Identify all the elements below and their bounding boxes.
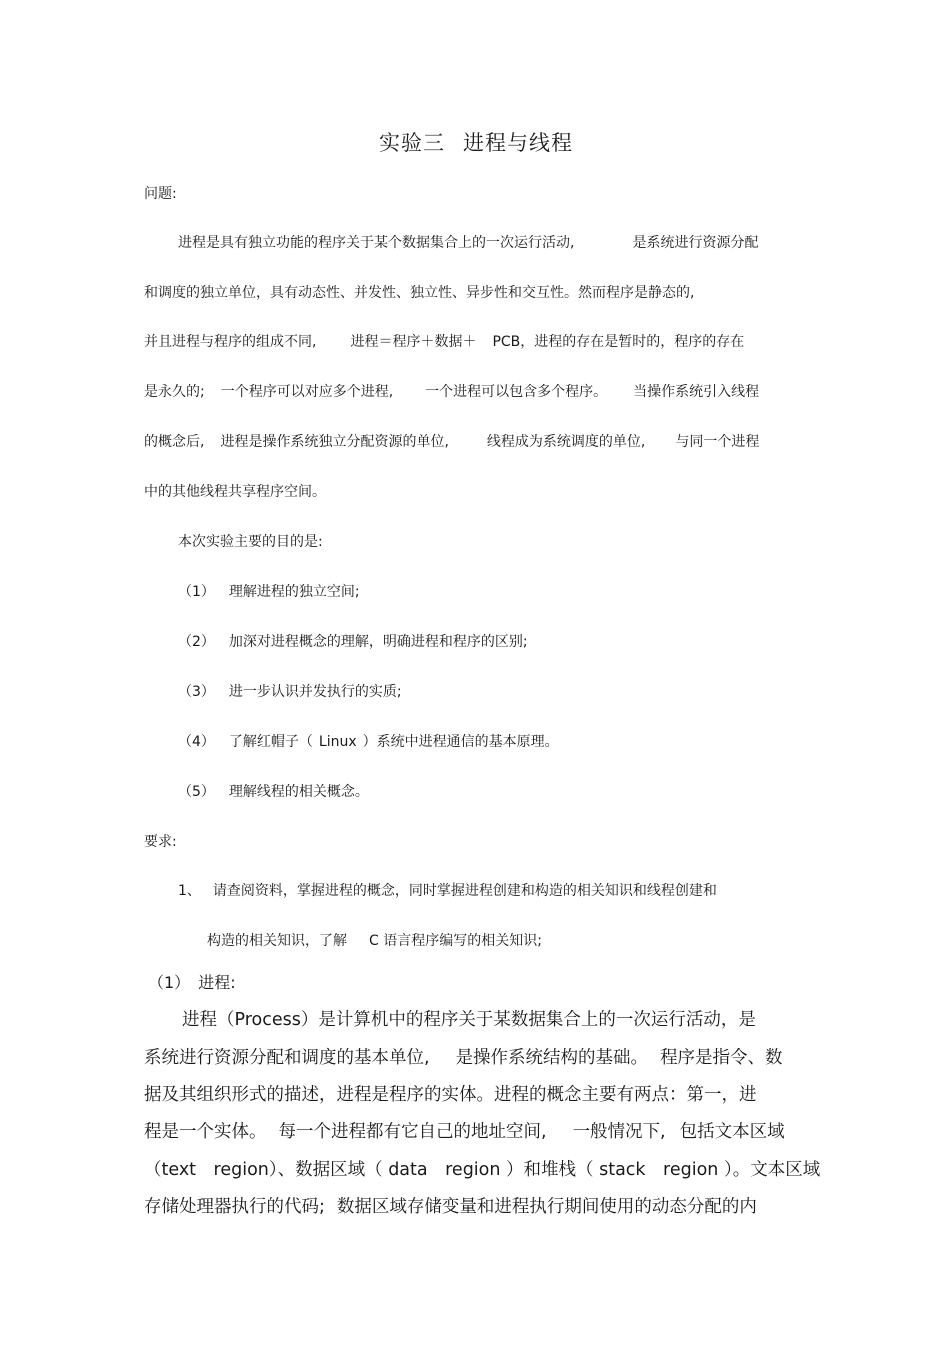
objective-text: 了解红帽子（ — [228, 734, 313, 750]
intro-line-4 — [144, 385, 759, 399]
question-label: 问题: — [144, 186, 177, 202]
body-line-3: 据及其组织形式的描述，进程是程序的实体。进程的概念主要有两点：第一，进 — [144, 1085, 757, 1105]
requirement-item — [178, 884, 717, 898]
objective-text-linux: Linux — [318, 734, 357, 750]
intro-line-4d: 当操作系统引入线程 — [633, 384, 760, 400]
intro-line-6: 中的其他线程共享程序空间。 — [144, 484, 326, 500]
intro-line-2: 和调度的独立单位，具有动态性、并发性、独立性、异步性和交互性。然而程序是静态的, — [144, 285, 695, 301]
intro-line-5c: 线程成为系统调度的单位, — [486, 434, 646, 450]
requirement-continuation — [207, 934, 542, 948]
objective-number: （2） — [178, 634, 215, 650]
objective-item — [178, 685, 402, 699]
section-heading — [148, 975, 236, 991]
page-title — [379, 133, 573, 154]
intro-line-4a: 是永久的; — [144, 384, 205, 400]
requirement-text: 构造的相关知识，了解 — [207, 933, 347, 949]
requirements-label: 要求: — [144, 834, 177, 850]
intro-line-5 — [144, 435, 759, 449]
objective-number: （5） — [178, 784, 215, 800]
title-part1: 实验三 — [379, 131, 445, 155]
objective-text: ）系统中进程通信的基本原理。 — [362, 734, 559, 750]
objective-item — [178, 785, 369, 799]
intro-line-5a: 的概念后, — [144, 434, 205, 450]
intro-line-1 — [178, 236, 758, 250]
body-line-4b: 每一个进程都有它自己的地址空间, — [278, 1122, 547, 1142]
intro-line-4c: 一个进程可以包含多个程序。 — [425, 384, 608, 400]
body-line-2b: 是操作系统结构的基础。 — [455, 1048, 649, 1068]
objective-item — [178, 635, 528, 649]
intro-line-3b: 进程＝程序＋数据＋ — [350, 334, 477, 350]
intro-line-5d: 与同一个进程 — [675, 434, 760, 450]
section-number: （1） — [148, 973, 191, 992]
objective-number: （3） — [178, 684, 215, 700]
objective-number: （4） — [178, 734, 215, 750]
body-line-1: 进程（Process）是计算机中的程序关于某数据集合上的一次运行活动，是 — [182, 1010, 756, 1030]
body-line-4 — [144, 1124, 785, 1142]
purpose-intro: 本次实验主要的目的是: — [178, 534, 323, 550]
requirement-text: 请查阅资料，掌握进程的概念，同时掌握进程创建和构造的相关知识和线程创建和 — [212, 883, 717, 899]
body-line-5: （text region）、数据区域（ data region ）和堆栈（ stack region ）。文本区域 — [144, 1160, 821, 1180]
objective-number: （1） — [178, 584, 215, 600]
objective-text: 加深对进程概念的理解，明确进程和程序的区别; — [228, 634, 528, 650]
intro-line-4b: 一个程序可以对应多个进程, — [220, 384, 394, 400]
requirement-text: C 语言程序编写的相关知识; — [369, 933, 542, 949]
body-line-4d: 包括文本区域 — [679, 1122, 785, 1142]
body-line-6a: 存储处理器执行的代码; — [144, 1197, 325, 1217]
intro-line-5b: 进程是操作系统独立分配资源的单位, — [220, 434, 449, 450]
section-label: 进程: — [198, 973, 236, 992]
objective-text: 理解进程的独立空间; — [228, 584, 360, 600]
body-line-2a: 系统进行资源分配和调度的基本单位, — [144, 1048, 430, 1068]
objective-item — [178, 585, 360, 599]
body-line-4a: 程是一个实体。 — [144, 1122, 267, 1142]
requirement-number: 1、 — [178, 883, 201, 899]
title-part2: 进程与线程 — [463, 131, 573, 155]
objective-text: 理解线程的相关概念。 — [228, 784, 369, 800]
intro-line-3c: PCB，进程的存在是暂时的，程序的存在 — [492, 334, 745, 350]
intro-line-1b: 是系统进行资源分配 — [632, 235, 759, 251]
body-line-4c: 一般情况下, — [572, 1122, 666, 1142]
intro-line-3 — [144, 335, 744, 349]
intro-line-3a: 并且进程与程序的组成不同, — [144, 334, 317, 350]
body-line-2 — [144, 1050, 783, 1068]
body-line-2c: 程序是指令、数 — [660, 1048, 783, 1068]
body-line-6b: 数据区域存储变量和进程执行期间使用的动态分配的内 — [336, 1197, 757, 1217]
body-line-6 — [144, 1199, 757, 1217]
objective-item — [178, 735, 559, 749]
intro-line-1a: 进程是具有独立功能的程序关于某个数据集合上的一次运行活动, — [178, 235, 575, 251]
objective-text: 进一步认识并发执行的实质; — [228, 684, 402, 700]
